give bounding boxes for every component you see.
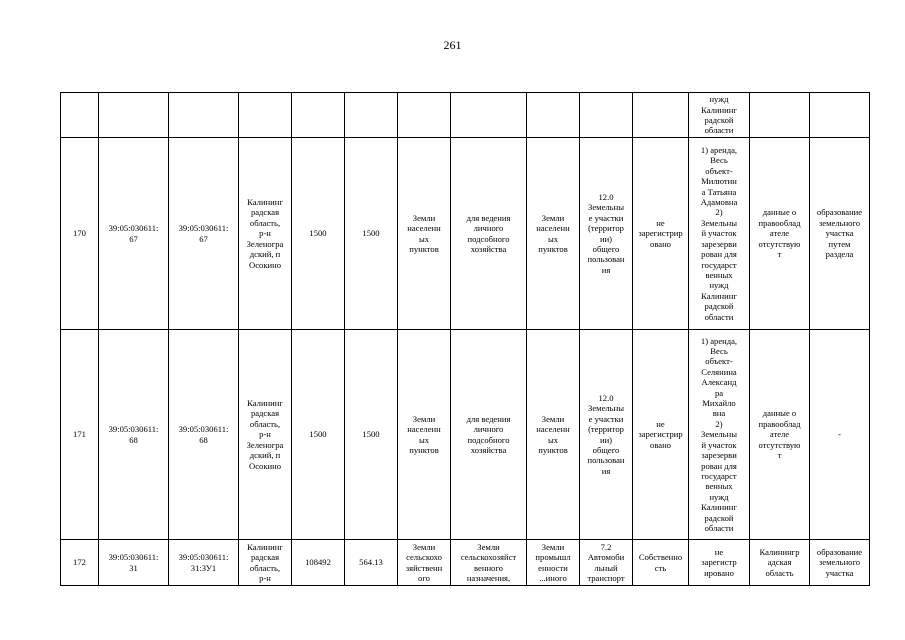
cell-land-category: Земли населенн ых пунктов [398,138,451,330]
cell-area-part: 564.13 [345,540,398,586]
cell-land-category: Земли сельскохо зяйственн ого [398,540,451,586]
page-number: 261 [443,38,462,52]
cell-address: Калининг радская область, р-н Зеленогра дский, п Осокино [239,330,292,540]
cell-address [239,93,292,138]
cell-new-category: Земли промышл енности ...иного [527,540,580,586]
cell-right-type: не зарегистрир овано [633,138,689,330]
cell-area-total: 108492 [292,540,345,586]
cell-new-category: Земли населенн ых пунктов [527,138,580,330]
cell-right-holder: Калинингр адская область [750,540,810,586]
land-plots-table [60,92,870,586]
cell-new-plot-number: 39:05:030611: 68 [169,330,239,540]
table-row [61,138,870,330]
cell-encumbrances: не зарегистр ировано [689,540,750,586]
cell-right-type: не зарегистрир овано [633,330,689,540]
cell-index: 171 [61,330,99,540]
cell-right-type [633,93,689,138]
cell-new-use [580,93,633,138]
cell-new-plot-number [169,93,239,138]
cell-area-total: 1500 [292,330,345,540]
cell-area-part: 1500 [345,138,398,330]
cell-new-category: Земли населенн ых пунктов [527,330,580,540]
cell-right-holder: данные о правооблад ателе отсутствую т [750,138,810,330]
cell-encumbrances: нужд Калининг радской области [689,93,750,138]
cell-formation-method: образование земельного участка [810,540,870,586]
cell-cadastral-number [99,93,169,138]
cell-encumbrances: 1) аренда, Весь объект- Селянина Александ ра Михайло вна 2) Земельны й участок зарезерви рован для государст венных нужд Калининг радской области [689,330,750,540]
cell-area-total: 1500 [292,138,345,330]
cell-area-part [345,93,398,138]
cell-formation-method: образование земельного участка путем раздела [810,138,870,330]
cell-permitted-use: Земли сельскохозяйст венного назначения, [451,540,527,586]
cell-new-use: 7.2 Автомоби льный транспорт [580,540,633,586]
cell-cadastral-number: 39:05:030611: 68 [99,330,169,540]
cell-new-use: 12.0 Земельны е участки (территор ии) общего пользован ия [580,138,633,330]
cell-index [61,93,99,138]
cell-area-total [292,93,345,138]
cell-cadastral-number: 39:05:030611: 31 [99,540,169,586]
cell-cadastral-number: 39:05:030611: 67 [99,138,169,330]
table-row [61,330,870,540]
cell-formation-method [810,93,870,138]
cell-formation-method: - [810,330,870,540]
table-row [61,93,870,138]
cell-new-plot-number: 39:05:030611: 67 [169,138,239,330]
cell-new-use: 12.0 Земельны е участки (территор ии) общего пользован ия [580,330,633,540]
cell-land-category [398,93,451,138]
cell-address: Калининг радская область, р-н [239,540,292,586]
cell-permitted-use: для ведения личного подсобного хозяйства [451,330,527,540]
table-row [61,540,870,586]
cell-new-category [527,93,580,138]
cell-permitted-use: для ведения личного подсобного хозяйства [451,138,527,330]
cell-new-plot-number: 39:05:030611: 31:ЗУ1 [169,540,239,586]
cell-address: Калининг радская область, р-н Зеленогра дский, п Осокино [239,138,292,330]
cell-index: 172 [61,540,99,586]
cell-area-part: 1500 [345,330,398,540]
cell-encumbrances: 1) аренда, Весь объект- Милютин а Татьяна Адамовна 2) Земельны й участок зарезерви рован для государст венных нужд Калининг радской области [689,138,750,330]
cell-right-type: Собственно сть [633,540,689,586]
cell-right-holder: данные о правооблад ателе отсутствую т [750,330,810,540]
cell-permitted-use [451,93,527,138]
cell-index: 170 [61,138,99,330]
cell-right-holder [750,93,810,138]
cell-land-category: Земли населенн ых пунктов [398,330,451,540]
